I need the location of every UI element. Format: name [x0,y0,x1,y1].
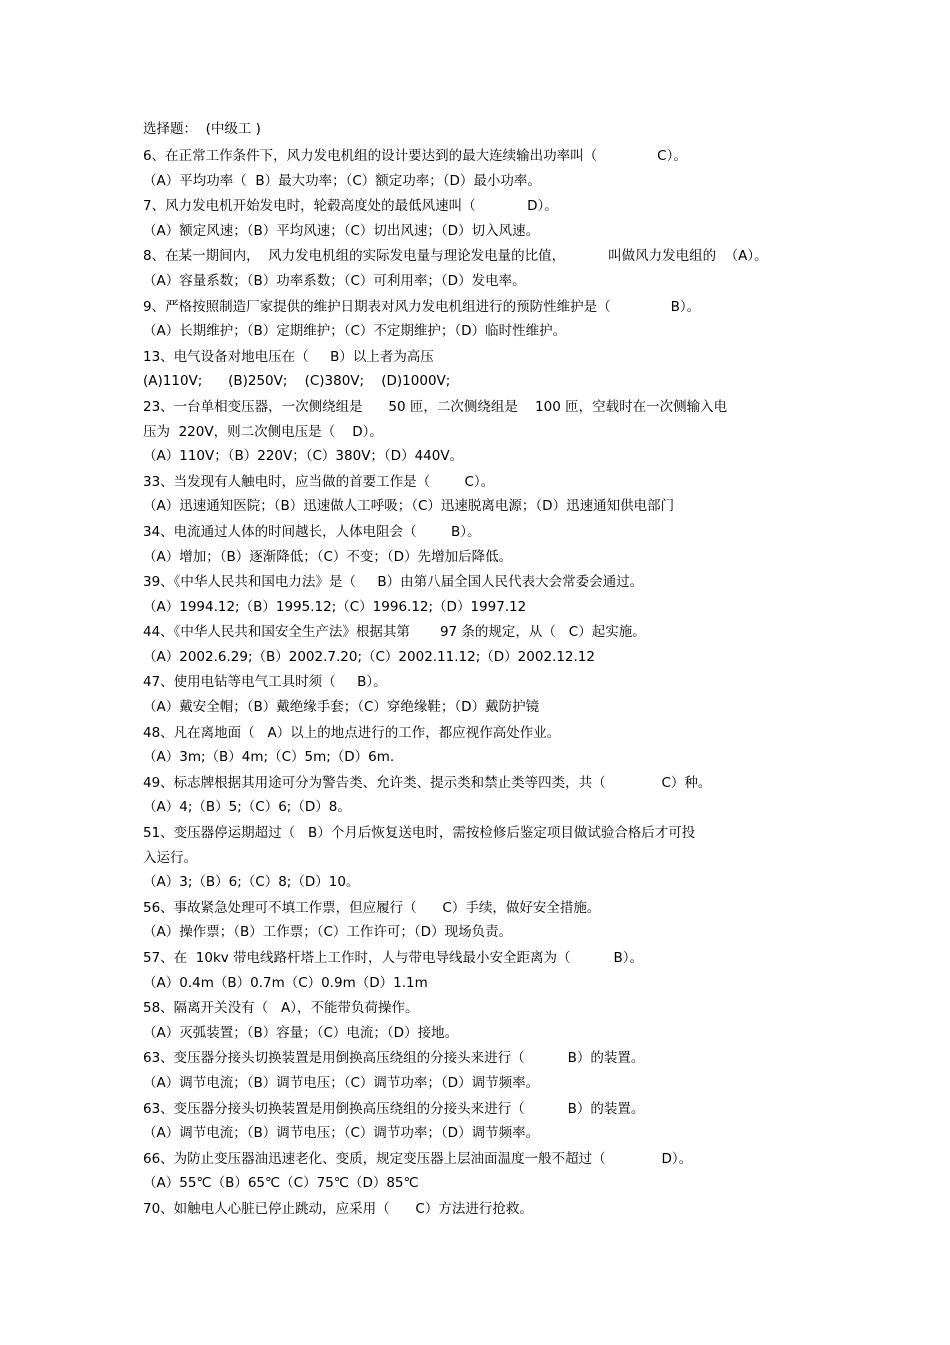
question-item [143,1147,933,1196]
answer-options: （A）调节电流；（B）调节电压；（C）调节功率；（D）调节频率。 [143,1074,540,1091]
answer-options: （A）3m;（B）4m;（C）5m;（D）6m. [143,749,395,766]
answer-options: （A）额定风速；（B）平均风速；（C）切出风速；（D）切入风速。 [143,222,540,239]
answer-options: （A）戴安全帽；（B）戴绝缘手套；（C）穿绝缘鞋；（D）戴防护镜 [143,699,540,716]
answer-options: （A）2002.6.29;（B）2002.7.20;（C）2002.11.12;（D）2002.12.12 [143,648,595,665]
question-text: 34、电流通过人体的时间越长，人体电阻会（ B）。 [143,523,481,540]
question-text: 70、如触电人心脏已停止跳动，应采用（ C）方法进行抢救。 [143,1200,533,1217]
question-text: 33、当发现有人触电时，应当做的首要工作是（ C）。 [143,473,495,490]
question-item [143,896,933,945]
question-text: 39、《中华人民共和国电力法》是（ B）由第八届全国人民代表大会常委会通过。 [143,574,644,591]
answer-options: （A）长期维护；（B）定期维护；（C）不定期维护；（D）临时性维护。 [143,323,567,340]
answer-options: （A）55℃（B）65℃（C）75℃（D）85℃ [143,1175,419,1192]
section-heading: 选择题： (中级工 ) [143,121,261,137]
answer-options: （A）灭弧装置；（B）容量；（C）电流；（D）接地。 [143,1024,459,1041]
question-item [143,144,933,193]
answer-options: （A）4;（B）5;（C）6;（D）8。 [143,799,351,816]
answer-options: （A）1994.12;（B）1995.12;（C）1996.12;（D）1997.12 [143,598,527,615]
question-item [143,345,933,394]
question-item [143,670,933,719]
question-text: 9、严格按照制造厂家提供的维护日期表对风力发电机组进行的预防性维护是（ B）。 [143,298,701,315]
question-text: 66、为防止变压器油迅速老化、变质，规定变压器上层油面温度一般不超过（ D）。 [143,1150,693,1167]
question-text: 49、标志牌根据其用途可分为警告类、允许类、提示类和禁止类等四类，共（ C）种。 [143,774,712,791]
question-text: 57、在 10kv 带电线路杆塔上工作时，人与带电导线最小安全距离为（ B）。 [143,950,643,966]
answer-options: （A）110V；（B）220V；（C）380V；（D）440V。 [143,448,464,465]
question-item [143,1097,933,1146]
answer-options: （A）操作票；（B）工作票；（C）工作许可；（D）现场负责。 [143,924,513,941]
question-text: 58、隔离开关没有（ A），不能带负荷操作。 [143,1000,419,1017]
question-item [143,771,933,820]
question-item [143,996,933,1045]
question-item [143,244,933,293]
question-text: 44、《中华人民共和国安全生产法》根据其第 97 条的规定，从（ C）起实施。 [143,624,646,641]
question-text: 47、使用电钻等电气工具时须（ B）。 [143,674,387,691]
question-text: 23、一台单相变压器，一次侧绕组是 50 匝，二次侧绕组是 100 匝，空载时在一次侧输入电 [143,398,728,415]
question-text: 63、变压器分接头切换装置是用倒换高压绕组的分接头来进行（ B）的装置。 [143,1100,645,1117]
answer-options: (A)110V; (B)250V; (C)380V; (D)1000V; [143,373,451,390]
question-text: 48、凡在离地面（ A）以上的地点进行的工作，都应视作高处作业。 [143,724,561,741]
question-text: 56、事故紧急处理可不填工作票，但应履行（ C）手续，做好安全措施。 [143,899,601,916]
question-list [143,144,933,1223]
answer-options: （A）迅速通知医院；（B）迅速做人工呼吸；（C）迅速脱离电源；（D）迅速通知供电部门 [143,498,675,515]
question-item [143,470,933,519]
answer-options: （A）平均功率（ B）最大功率；（C）额定功率；（D）最小功率。 [143,172,541,189]
question-text: 7、风力发电机开始发电时，轮毂高度处的最低风速叫（ D）。 [143,198,558,215]
question-item [143,194,933,243]
question-text: 13、电气设备对地电压在（ B）以上者为高压 [143,348,434,365]
answer-options: （A）3;（B）6;（C）8;（D）10。 [143,874,360,891]
question-text-continued: 入运行。 [143,849,197,866]
answer-options: （A）0.4m（B）0.7m（C）0.9m（D）1.1m [143,974,428,991]
question-item [143,570,933,619]
question-item [143,721,933,770]
question-text: 8、在某一期间内， 风力发电机组的实际发电量与理论发电量的比值， 叫做风力发电组的 （A）。 [143,248,768,265]
question-item [143,295,933,344]
question-item [143,1046,933,1095]
question-item [143,395,933,469]
question-item [143,520,933,569]
answer-options: （A）增加；（B）逐渐降低；（C）不变；（D）先增加后降低。 [143,548,513,565]
question-text: 63、变压器分接头切换装置是用倒换高压绕组的分接头来进行（ B）的装置。 [143,1050,645,1067]
question-item [143,946,933,995]
answer-options: （A）容量系数；（B）功率系数；（C）可利用率；（D）发电率。 [143,272,526,289]
question-item [143,620,933,669]
question-item [143,1197,933,1222]
question-text: 6、在正常工作条件下，风力发电机组的设计要达到的最大连续输出功率叫（ C）。 [143,148,687,164]
question-text: 51、变压器停运期超过（ B）个月后恢复送电时，需按检修后鉴定项目做试验合格后才可投 [143,825,696,842]
answer-options: （A）调节电流；（B）调节电压；（C）调节功率；（D）调节频率。 [143,1125,540,1142]
question-text-continued: 压为 220V，则二次侧电压是（ D）。 [143,423,383,440]
question-item [143,821,933,895]
